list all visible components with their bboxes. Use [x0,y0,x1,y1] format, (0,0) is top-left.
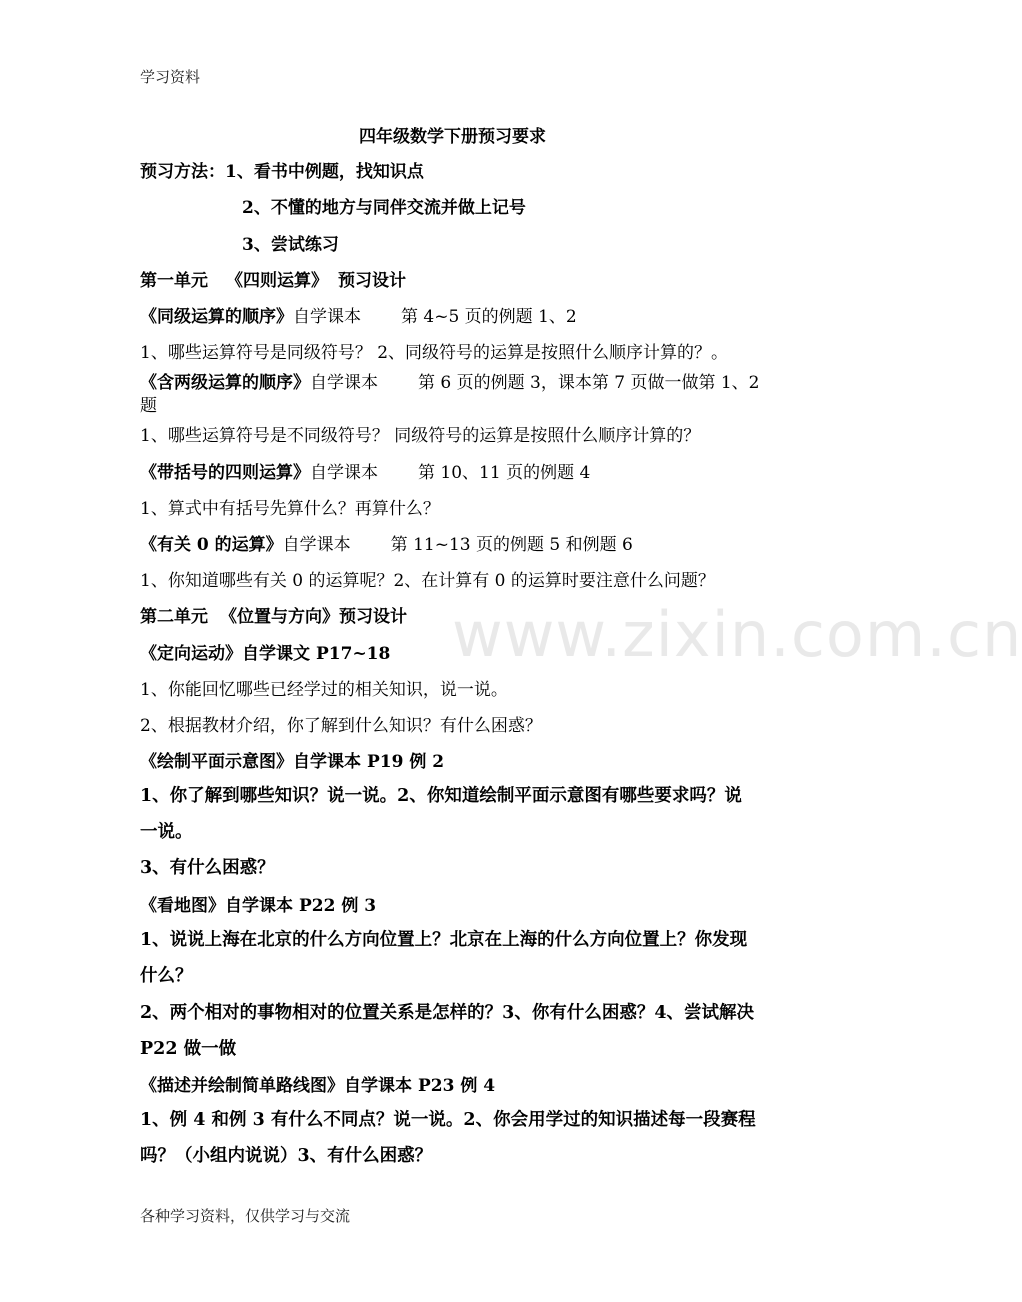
section-ref: 第 6 页的例题 3，课本第 7 页做一做第 1、2 [418,373,760,393]
unit2-section-3-q1: 1、说说上海在北京的什么方向位置上？北京在上海的什么方向位置上？你发现 [140,930,748,950]
unit1-section-3 [140,458,590,483]
method-line-1 [140,157,424,182]
unit2-heading-b: 《位置与方向》预习设计 [220,607,407,627]
section-method: 自学课本 [310,463,378,483]
watermark: www.zixin.com.cn [452,598,1022,671]
unit1-section-2-ref-cont: 题 [140,396,157,416]
section-title: 《描述并绘制简单路线图》 [140,1076,344,1096]
unit2-section-4 [140,1071,495,1096]
unit2-section-1-q2: 2、根据教材介绍，你了解到什么知识？有什么困惑？ [140,716,542,736]
unit2-section-4-q1: 1、例 4 和例 3 有什么不同点？说一说。2、你会用学过的知识描述每一段赛程 [140,1110,756,1130]
method-item-1: 1、看书中例题，找知识点 [225,162,424,182]
section-method: 自学课本 [282,535,351,555]
unit2-section-2-q1-cont: 一说。 [140,822,193,842]
unit1-heading [140,266,406,291]
unit1-heading-b: 《四则运算》 [226,271,328,291]
method-label: 预习方法： [140,162,225,182]
unit1-heading-c: 预习设计 [338,271,406,291]
section-method: 自学课文 [242,644,310,664]
section-title: 《看地图》 [140,896,225,916]
unit1-heading-a: 第一单元 [140,271,208,291]
unit2-heading-a: 第二单元 [140,607,208,627]
section-title: 《带括号的四则运算》 [140,463,310,483]
method-item-3: 3、尝试练习 [242,235,339,255]
section-title: 《含两级运算的顺序》 [140,373,310,393]
unit2-section-4-q1-cont: 吗？（小组内说说）3、有什么困惑？ [140,1146,433,1166]
unit2-section-3-q2: 2、两个相对的事物相对的位置关系是怎样的？3、你有什么困惑？4、尝试解决 [140,1003,755,1023]
unit2-heading [140,602,407,627]
unit1-section-2-question: 1、哪些运算符号是不同级符号？ 同级符号的运算是按照什么顺序计算的？ [140,426,701,446]
unit2-section-2 [140,747,444,772]
section-method: 自学课本 [344,1076,412,1096]
unit2-section-3-q2-cont: P22 做一做 [140,1039,237,1059]
unit1-section-4 [140,530,633,555]
document-title: 四年级数学下册预习要求 [359,127,546,147]
section-method: 自学课本 [225,896,293,916]
section-ref: P23 例 4 [418,1076,496,1096]
unit1-section-4-question: 1、你知道哪些有关 0 的运算呢？2、在计算有 0 的运算时要注意什么问题？ [140,571,715,591]
section-title: 《同级运算的顺序》 [140,307,293,327]
unit1-section-2 [140,368,760,393]
section-ref: 第 4~5 页的例题 1、2 [401,307,577,327]
section-title: 《绘制平面示意图》 [140,752,293,772]
section-ref: 第 11~13 页的例题 5 和例题 6 [390,535,633,555]
unit1-section-1-question: 1、哪些运算符号是同级符号？ 2、同级符号的运算是按照什么顺序计算的？。 [140,343,729,363]
unit2-section-1 [140,639,390,664]
unit1-section-1 [140,302,577,327]
section-ref: P22 例 3 [299,896,377,916]
unit1-section-3-question: 1、算式中有括号先算什么？再算什么？ [140,499,440,519]
section-ref: P19 例 2 [367,752,445,772]
section-title: 《定向运动》 [140,644,242,664]
method-item-2: 2、不懂的地方与同伴交流并做上记号 [242,198,526,218]
section-ref: P17~18 [316,644,391,664]
unit2-section-1-q1: 1、你能回忆哪些已经学过的相关知识，说一说。 [140,680,508,700]
section-method: 自学课本 [310,373,378,393]
section-ref: 第 10、11 页的例题 4 [418,463,591,483]
page-footer: 各种学习资料，仅供学习与交流 [140,1207,351,1225]
section-method: 自学课本 [293,307,361,327]
unit2-section-3 [140,891,376,916]
section-title: 《有关 0 的运算》 [140,535,283,555]
page-header: 学习资料 [140,68,201,86]
section-method: 自学课本 [293,752,361,772]
unit2-section-2-q1: 1、你了解到哪些知识？说一说。2、你知道绘制平面示意图有哪些要求吗？说 [140,786,742,806]
unit2-section-3-q1-cont: 什么？ [140,966,193,986]
unit2-section-2-q2: 3、有什么困惑？ [140,858,275,878]
